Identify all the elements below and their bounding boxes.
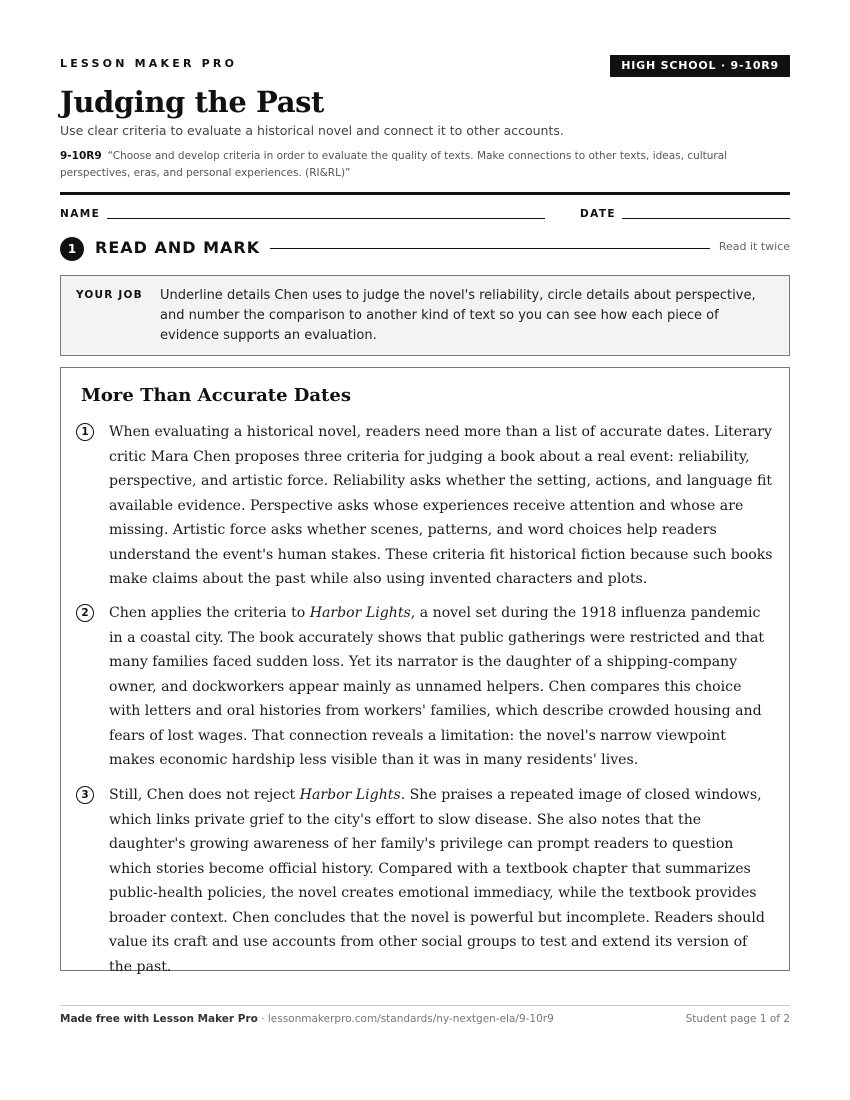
footer-divider (60, 1005, 790, 1006)
paragraph-number: 3 (76, 786, 94, 804)
date-field[interactable] (622, 218, 790, 219)
your-job-text: Underline details Chen uses to judge the novel's reliability, circle details about perspective, and number the comparison to another kind of text so you can see how each piece of evidence supports an evaluation. (160, 288, 756, 343)
grade-badge: HIGH SCHOOL · 9-10R9 (610, 55, 790, 77)
paragraph-number: 2 (76, 604, 94, 622)
header-divider (60, 192, 790, 195)
your-job-label: YOUR JOB (76, 289, 143, 301)
section-title: READ AND MARK (95, 238, 261, 257)
paragraph-text (109, 783, 774, 979)
footer-separator: · (257, 1013, 268, 1025)
paragraph-text-start: Still, Chen does not reject (109, 787, 300, 803)
section-divider (270, 248, 710, 249)
footer-page-number: Student page 1 of 2 (685, 1013, 790, 1025)
book-title: Harbor Lights (299, 787, 401, 803)
paragraph-number: 1 (76, 423, 94, 441)
paragraph-text-start: Chen applies the criteria to (109, 605, 310, 621)
standard-text: “Choose and develop criteria in order to evaluate the quality of texts. Make connections to other texts, ideas, cultural perspectives, eras, and personal experiences. (RI&RL)” (60, 150, 728, 179)
passage-title: More Than Accurate Dates (81, 385, 351, 406)
paragraph-text-rest: , a novel set during the 1918 influenza pandemic in a coastal city. The book accurately shows that public gatherings were restricted and that many families faced sudden loss. Yet its narrator is the daughter of a shipping-company owner, and dockworkers appear mainly as unnamed helpers. Chen compares this choice with letters and oral histories from workers' families, which describe crowded housing and fears of lost wages. That connection reveals a limitation: the novel's narrow viewpoint makes economic hardship less visible than it was in many residents' lives. (109, 605, 765, 768)
page-title: Judging the Past (60, 85, 325, 119)
footer-made-with: Made free with Lesson Maker Pro (60, 1013, 258, 1025)
paragraph-text: When evaluating a historical novel, readers need more than a list of accurate dates. Literary critic Mara Chen proposes three criteria for judging a book about a real event: reliability, perspective, and artistic force. Reliability asks whether the setting, actions, and language fit available evidence. Perspective asks whose experiences receive attention and whose are missing. Artistic force asks whether scenes, patterns, and word choices help readers understand the event's human stakes. These criteria fit historical fiction because such books make claims about the past while also using invented characters and plots. (109, 424, 773, 587)
paragraph-text (109, 601, 774, 773)
standard-code: 9-10R9 (60, 150, 102, 162)
footer-url[interactable]: lessonmakerpro.com/standards/ny-nextgen-ela/9-10r9 (267, 1013, 554, 1025)
footer-credit (60, 1013, 554, 1025)
standard-statement (60, 148, 790, 182)
name-label: NAME (60, 208, 101, 220)
paragraph-text-rest: . She praises a repeated image of closed windows, which links private grief to the city's effort to slow disease. She also notes that the daughter's growing awareness of her family's privilege can prompt readers to question which stories become official history. Compared with a textbook chapter that summarizes public-health policies, the novel creates emotional immediacy, while the textbook provides broader context. Chen concludes that the novel is powerful but incomplete. Readers should value its craft and use accounts from other social groups to test and extend its version of the past. (109, 787, 765, 975)
section-note: Read it twice (718, 240, 790, 253)
page-subtitle: Use clear criteria to evaluate a historical novel and connect it to other accounts. (60, 123, 564, 138)
reading-passage (60, 367, 790, 975)
date-label: DATE (580, 208, 616, 220)
book-title: Harbor Lights (309, 605, 411, 621)
your-job-box (60, 275, 790, 356)
brand-name: LESSON MAKER PRO (60, 57, 238, 70)
name-field[interactable] (107, 218, 545, 219)
section-number-badge: 1 (60, 237, 84, 261)
